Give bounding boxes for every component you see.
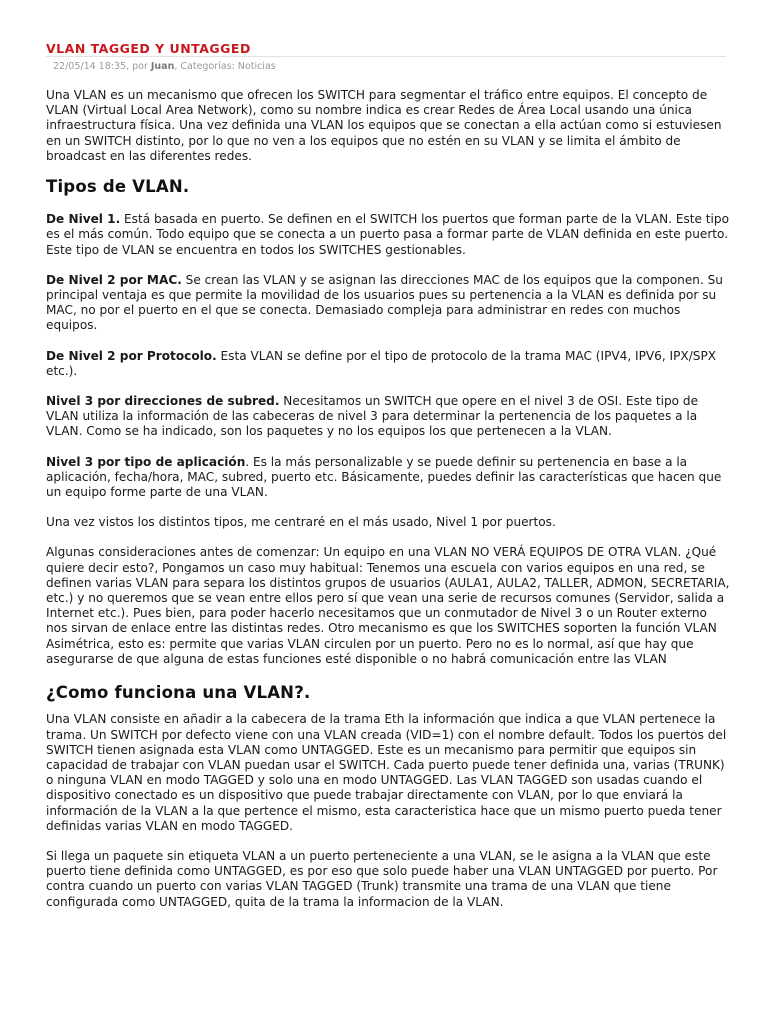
type-name: Nivel 3 por tipo de aplicación (46, 454, 246, 469)
post-date: 22/05/14 18:35, por (53, 61, 151, 72)
type-description: Está basada en puerto. Se definen en el SWITCH los puertos que forman parte de la VLAN. Este tipo es el más común. Todo equipo que se conecta a un puerto pasa a formar parte de VLAN definida en este puerto. Este tipo de VLAN se encuentra en todos los SWITCHES gestionables. (46, 212, 729, 257)
title-divider (46, 56, 726, 57)
type-name: De Nivel 2 por MAC. (46, 272, 182, 287)
como-paragraph: Una VLAN consiste en añadir a la cabecera de la trama Eth la información que indica a que VLAN pertenece la trama. Un SWITCH por defecto viene con una VLAN creada (VID=1) con el nombre default. Todos los puertos del SWITCH tienen asignada esta VLAN como UNTAGGED. Este es un mecanismo para permitir que equipos sin capacidad de trabajar con VLAN puedan usar el SWITCH. Cada puerto puede tener definida una, varias (TRUNK) o ninguna VLAN en modo TAGGED y solo una en modo UNTAGGED. Las VLAN TAGGED son usadas cuando el dispositivo conectado es un dispositivo que puede trabajar directamente con VLAN, por lo que enviará la información de la VLAN a la que pertence el mismo, esta caracteristica hace que un mismo puerto pueda tener definidas varias VLAN en modo TAGGED. (46, 712, 727, 833)
type-paragraph (46, 455, 732, 501)
type-name: De Nivel 2 por Protocolo. (46, 348, 217, 363)
type-name: Nivel 3 por direcciones de subred. (46, 394, 280, 409)
heading-tipos-vlan: Tipos de VLAN. (46, 177, 190, 197)
type-description: Se crean las VLAN y se asignan las direcciones MAC de los equipos que la componen. Su principal ventaja es que permite la movilidad de los usuarios pues su pertenencia a la VLAN es definida por su MAC, no por el puerto en el que se conecta. Demasiado compleja para administrar en redes con muchos equipos. (46, 272, 723, 333)
post-categories: , Categorías: Noticias (174, 61, 276, 72)
type-paragraph (46, 394, 732, 440)
intro-paragraph: Una VLAN es un mecanismo que ofrecen los SWITCH para segmentar el tráfico entre equipos. El concepto de VLAN (Virtual Local Area Network), como su nombre indica es crear Redes de Área Local usando una única infraestructura física. Una vez definida una VLAN los equipos que se conectan a ella actúan como si estuviesen en un SWITCH distinto, por lo que no ven a los equipos que no estén en su VLAN y se limita el ámbito de broadcast en las diferentes redes. (46, 88, 722, 163)
type-paragraph (46, 212, 732, 258)
type-paragraph (46, 349, 732, 379)
type-name: De Nivel 1. (46, 212, 121, 227)
post-title-link[interactable]: VLAN TAGGED Y UNTAGGED (46, 41, 251, 56)
type-paragraph (46, 273, 732, 334)
type-description: Esta VLAN se define por el tipo de protocolo de la trama MAC (IPV4, IPV6, IPX/SPX etc.). (46, 348, 717, 378)
post-meta (53, 61, 276, 72)
post-author[interactable]: Juan (150, 61, 175, 72)
post-body (46, 88, 732, 925)
heading-como-funciona: ¿Como funciona una VLAN?. (46, 683, 311, 703)
type-description: . Es la más personalizable y se puede definir su pertenencia en base a la aplicación, fecha/hora, MAC, subred, puerto etc. Básicamente, puedes definir las características que hacen que un equipo forme parte de una VLAN. (46, 454, 722, 500)
si-llega-paragraph: Si llega un paquete sin etiqueta VLAN a un puerto perteneciente a una VLAN, se le asigna a la VLAN que este puerto tiene definida como UNTAGGED, es por eso que solo puede haber una VLAN UNTAGGED por puerto. Por contra cuando un puerto con varias VLAN TAGGED (Trunk) transmite una trama de una VLAN que tiene configurada como UNTAGGED, quita de la trama la informacion de la VLAN. (46, 848, 718, 909)
consideraciones-paragraph: Algunas consideraciones antes de comenzar: Un equipo en una VLAN NO VERÁ EQUIPOS DE OTRA VLAN. ¿Qué quiere decir esto?, Pongamos un caso muy habitual: Tenemos una escuela con varios equipos en una red, se definen varias VLAN para separa los distintos grupos de usuarios (AULA1, AULA2, TALLER, ADMON, SECRETARIA, etc.) y no queremos que se vean entre ellos pero sí que vean una serie de recursos comunes (Servidor, salida a Internet etc.). Pues bien, para poder hacerlo necesitamos que un conmutador de Nivel 3 o un Router externo nos sirvan de enlace entre las distintas redes. Otro mecanismo es que los SWITCHES soporten la función VLAN Asimétrica, esto es: permite que varias VLAN circulen por un puerto. Pero no es lo normal, así que hay que asegurarse de que alguna de estas funciones esté disponible o no habrá comunicación entre las VLAN (46, 545, 730, 666)
type-description: Necesitamos un SWITCH que opere en el nivel 3 de OSI. Este tipo de VLAN utiliza la información de las cabeceras de nivel 3 para determinar la pertenencia de los paquetes a la VLAN. Como se ha indicado, son los paquetes y no los equipos los que pertenecen a la VLAN. (46, 394, 699, 439)
vistos-paragraph: Una vez vistos los distintos tipos, me centraré en el más usado, Nivel 1 por puertos. (46, 515, 556, 530)
